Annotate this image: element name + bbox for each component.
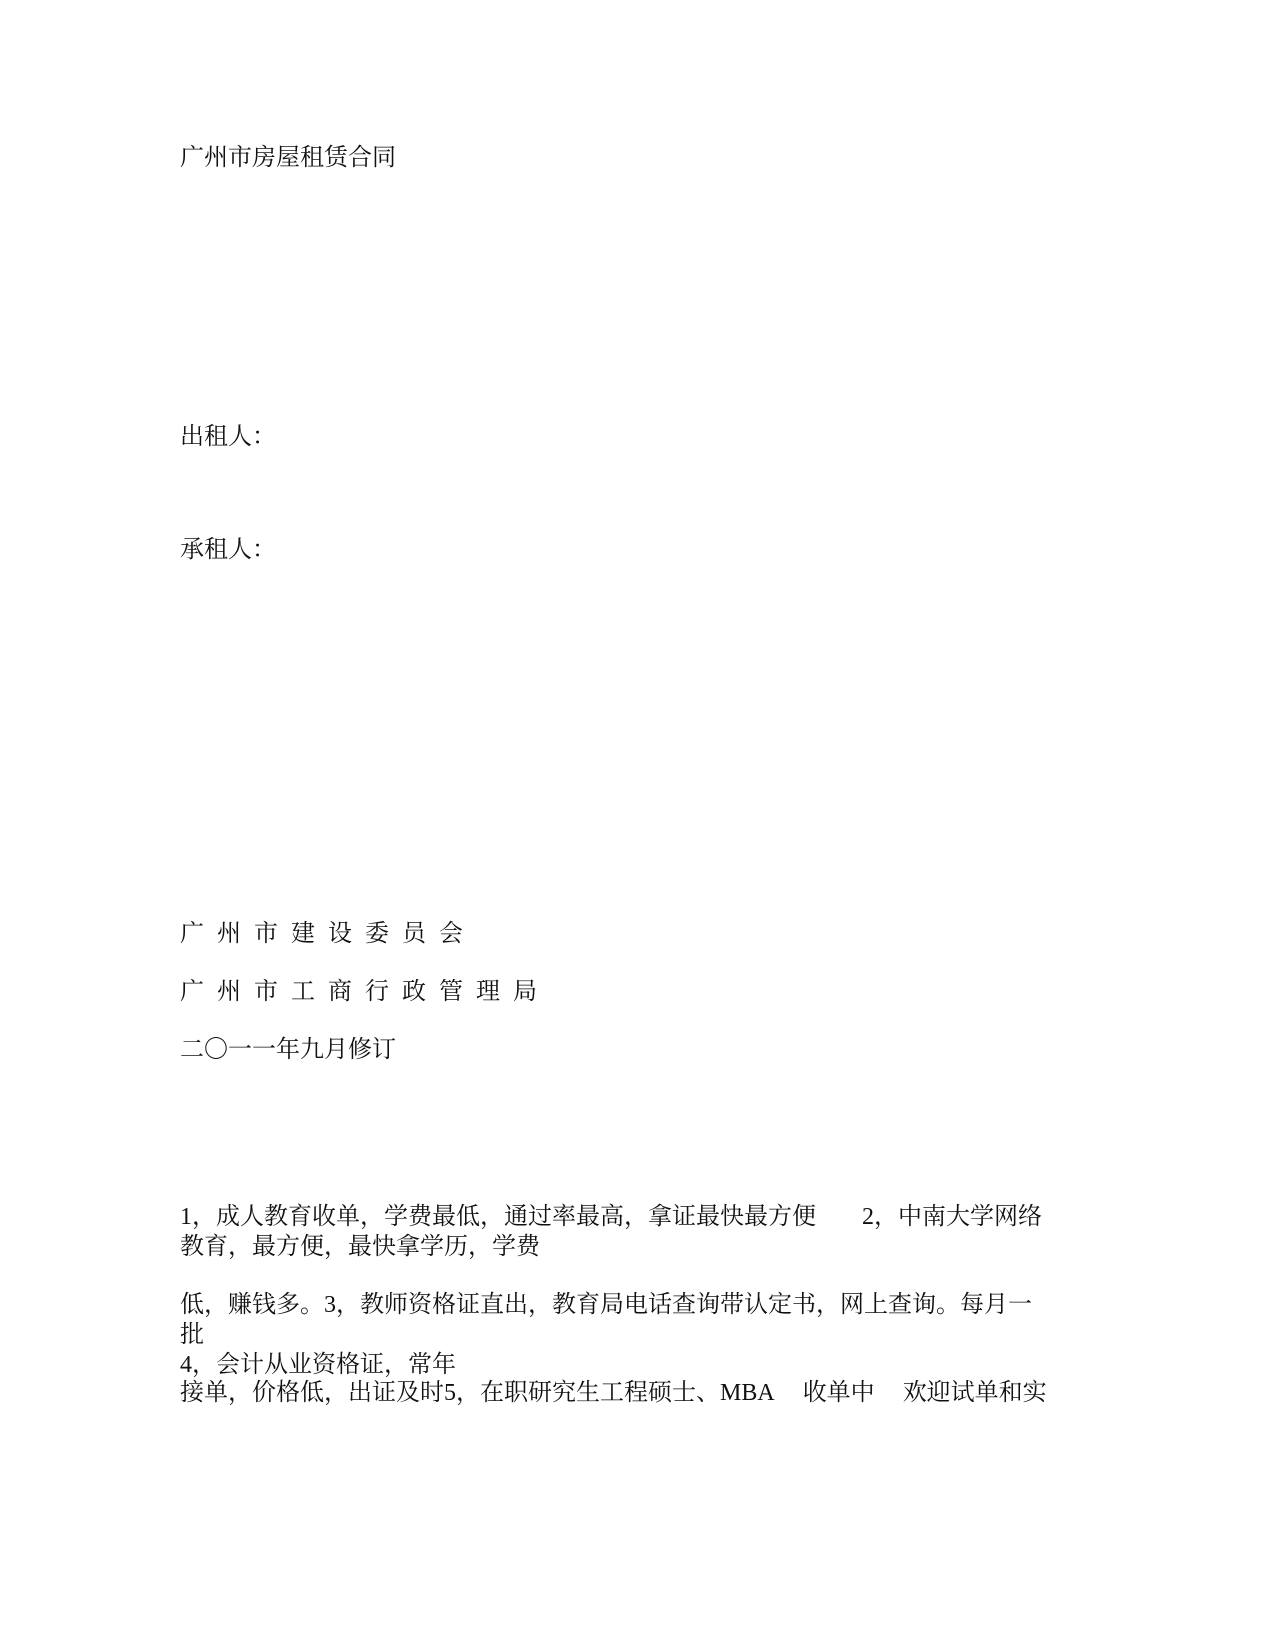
lessee-label: 承租人：: [180, 537, 276, 563]
lessor-label: 出租人：: [180, 424, 276, 450]
footer-text-3b: 收单中: [802, 1380, 875, 1406]
footer-text-1a: 1，成人教育收单，学费最低，通过率最高，拿证最快最方便: [180, 1204, 816, 1230]
issuer-industry-commerce-bureau: 广州市工商行政管理局: [180, 979, 550, 1005]
footer-text-1c: 教育，最方便，最快拿学历，学费: [180, 1234, 540, 1260]
footer-text-1b: 2，中南大学网络: [862, 1204, 1042, 1230]
footer-paragraph-1: [180, 1202, 1050, 1262]
document-title: 广州市房屋租赁合同: [180, 145, 396, 171]
footer-text-2b: 4，会计从业资格证，常年: [180, 1352, 456, 1378]
footer-text-3a: 接单，价格低，出证及时5，在职研究生工程硕士、MBA: [180, 1380, 775, 1406]
footer-text-2a: 低，赚钱多。3，教师资格证直出，教育局电话查询带认定书，网上查询。每月一批: [180, 1292, 1032, 1348]
footer-text-3c: 欢迎试单和实: [902, 1380, 1047, 1406]
issuer-construction-committee: 广州市建设委员会: [180, 921, 476, 947]
revision-date: 二〇一一年九月修订: [180, 1037, 396, 1063]
footer-paragraph-2: [180, 1290, 1050, 1380]
footer-paragraph-3: [180, 1378, 1050, 1408]
